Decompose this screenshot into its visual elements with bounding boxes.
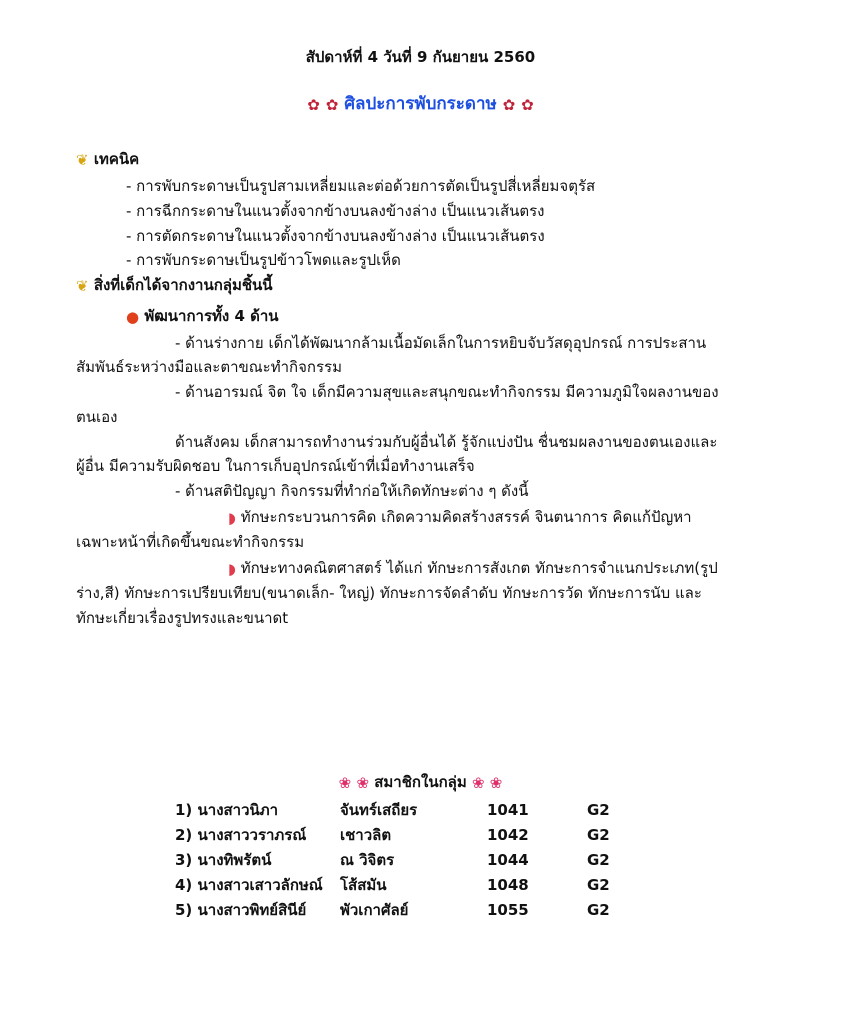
watermelon-icon: ◗ <box>228 509 236 527</box>
page-title: ศิลปะการพับกระดาษ <box>344 94 497 114</box>
corn-icon: ❦ <box>76 277 89 295</box>
development-heading: พัฒนาการทั้ง 4 ด้าน <box>144 307 279 325</box>
member-id: 1042 <box>487 826 529 844</box>
member-name: 3) นางทิพรัตน์ <box>175 851 272 869</box>
hibiscus-icon: ❀ <box>471 774 485 792</box>
member-id: 1041 <box>487 801 529 819</box>
member-surname: เชาวลิต <box>340 826 392 844</box>
member-row <box>175 826 675 848</box>
member-surname: จันทร์เสถียร <box>340 801 418 819</box>
emotion-line: - ด้านอารมณ์ จิต ใจ เด็กมีความสุขและสนุกขณะทำกิจกรรม มีความภูมิใจผลงานของ <box>175 383 719 401</box>
members-heading-row <box>0 773 841 793</box>
thinking-skill-line: ทักษะกระบวนการคิด เกิดความคิดสร้างสรรค์ จินตนาการ คิดแก้ปัญหา <box>240 508 692 526</box>
technique-item: - การพับกระดาษเป็นรูปสามเหลี่ยมและต่อด้วยการตัดเป็นรูปสี่เหลี่ยมจตุรัส <box>126 177 596 195</box>
page-title-row <box>0 94 841 115</box>
member-row <box>175 901 675 923</box>
emotion-line: ตนเอง <box>76 408 118 426</box>
member-group: G2 <box>587 876 610 894</box>
members-heading: สมาชิกในกลุ่ม <box>374 773 467 791</box>
technique-item: - การฉีกกระดาษในแนวตั้งจากข้างบนลงข้างล่าง เป็นแนวเส้นตรง <box>126 202 545 220</box>
technique-item: - การตัดกระดาษในแนวตั้งจากข้างบนลงข้างล่าง เป็นแนวเส้นตรง <box>126 227 545 245</box>
member-surname: ณ วิจิตร <box>340 851 395 869</box>
math-skill-line: ร่าง,สี) ทักษะการเปรียบเทียบ(ขนาดเล็ก- ใหญ่) ทักษะการจัดลำดับ ทักษะการวัด ทักษะการนับ และ <box>76 584 702 602</box>
member-row <box>175 876 675 898</box>
member-id: 1048 <box>487 876 529 894</box>
hibiscus-icon: ❀ <box>356 774 370 792</box>
member-group: G2 <box>587 901 610 919</box>
development-heading-row <box>126 307 279 327</box>
member-group: G2 <box>587 826 610 844</box>
thinking-skill-row <box>228 508 692 528</box>
watermelon-icon: ◗ <box>228 560 236 578</box>
rose-icon: ✿ <box>521 96 534 114</box>
hibiscus-icon: ❀ <box>489 774 503 792</box>
rose-icon: ✿ <box>325 96 339 114</box>
date-line: สัปดาห์ที่ 4 วันที่ 9 กันยายน 2560 <box>305 48 536 66</box>
member-id: 1055 <box>487 901 529 919</box>
member-name: 1) นางสาวนิภา <box>175 801 279 819</box>
member-row <box>175 801 675 823</box>
member-row <box>175 851 675 873</box>
techniques-heading: เทคนิค <box>93 150 140 168</box>
math-skill-line: ทักษะทางคณิตศาสตร์ ได้แก่ ทักษะการสังเกต ทักษะการจำแนกประเภท(รูป <box>240 559 718 577</box>
corn-icon: ❦ <box>76 151 89 169</box>
member-surname: พัวเกาศัลย์ <box>340 901 409 919</box>
member-group: G2 <box>587 801 610 819</box>
learned-heading: สิ่งที่เด็กได้จากงานกลุ่มชิ้นนี้ <box>93 276 273 294</box>
intellect-line: - ด้านสติปัญญา กิจกรรมที่ทำก่อให้เกิดทักษะต่าง ๆ ดังนี้ <box>175 482 529 500</box>
learned-heading-row <box>76 276 273 296</box>
member-group: G2 <box>587 851 610 869</box>
thinking-skill-line: เฉพาะหน้าที่เกิดขึ้นขณะทำกิจกรรม <box>76 533 305 551</box>
member-name: 2) นางสาววราภรณ์ <box>175 826 307 844</box>
member-surname: โส้สมัน <box>340 876 387 894</box>
technique-item: - การพับกระดาษเป็นรูปข้าวโพดและรูปเห็ด <box>126 251 401 269</box>
math-skill-row <box>228 559 718 579</box>
math-skill-line: ทักษะเกี่ยวเรื่องรูปทรงและขนาดt <box>76 609 289 627</box>
physical-line: สัมพันธ์ระหว่างมือและตาขณะทำกิจกรรม <box>76 358 342 376</box>
tomato-icon: ● <box>126 308 140 326</box>
social-line: ด้านสังคม เด็กสามารถทำงานร่วมกับผู้อื่นได้ รู้จักแบ่งปัน ชื่นชมผลงานของตนเองและ <box>175 433 718 451</box>
rose-icon: ✿ <box>307 96 320 114</box>
member-name: 5) นางสาวพิทย์สินีย์ <box>175 901 307 919</box>
rose-icon: ✿ <box>502 96 516 114</box>
member-name: 4) นางสาวเสาวลักษณ์ <box>175 876 323 894</box>
physical-line: - ด้านร่างกาย เด็กได้พัฒนากล้ามเนื้อมัดเล็กในการหยิบจับวัสดุอุปกรณ์ การประสาน <box>175 334 707 352</box>
techniques-heading-row <box>76 150 139 170</box>
social-line: ผู้อื่น มีความรับผิดชอบ ในการเก็บอุปกรณ์เข้าที่เมื่อทำงานเสร็จ <box>76 457 475 475</box>
hibiscus-icon: ❀ <box>338 774 352 792</box>
member-id: 1044 <box>487 851 529 869</box>
